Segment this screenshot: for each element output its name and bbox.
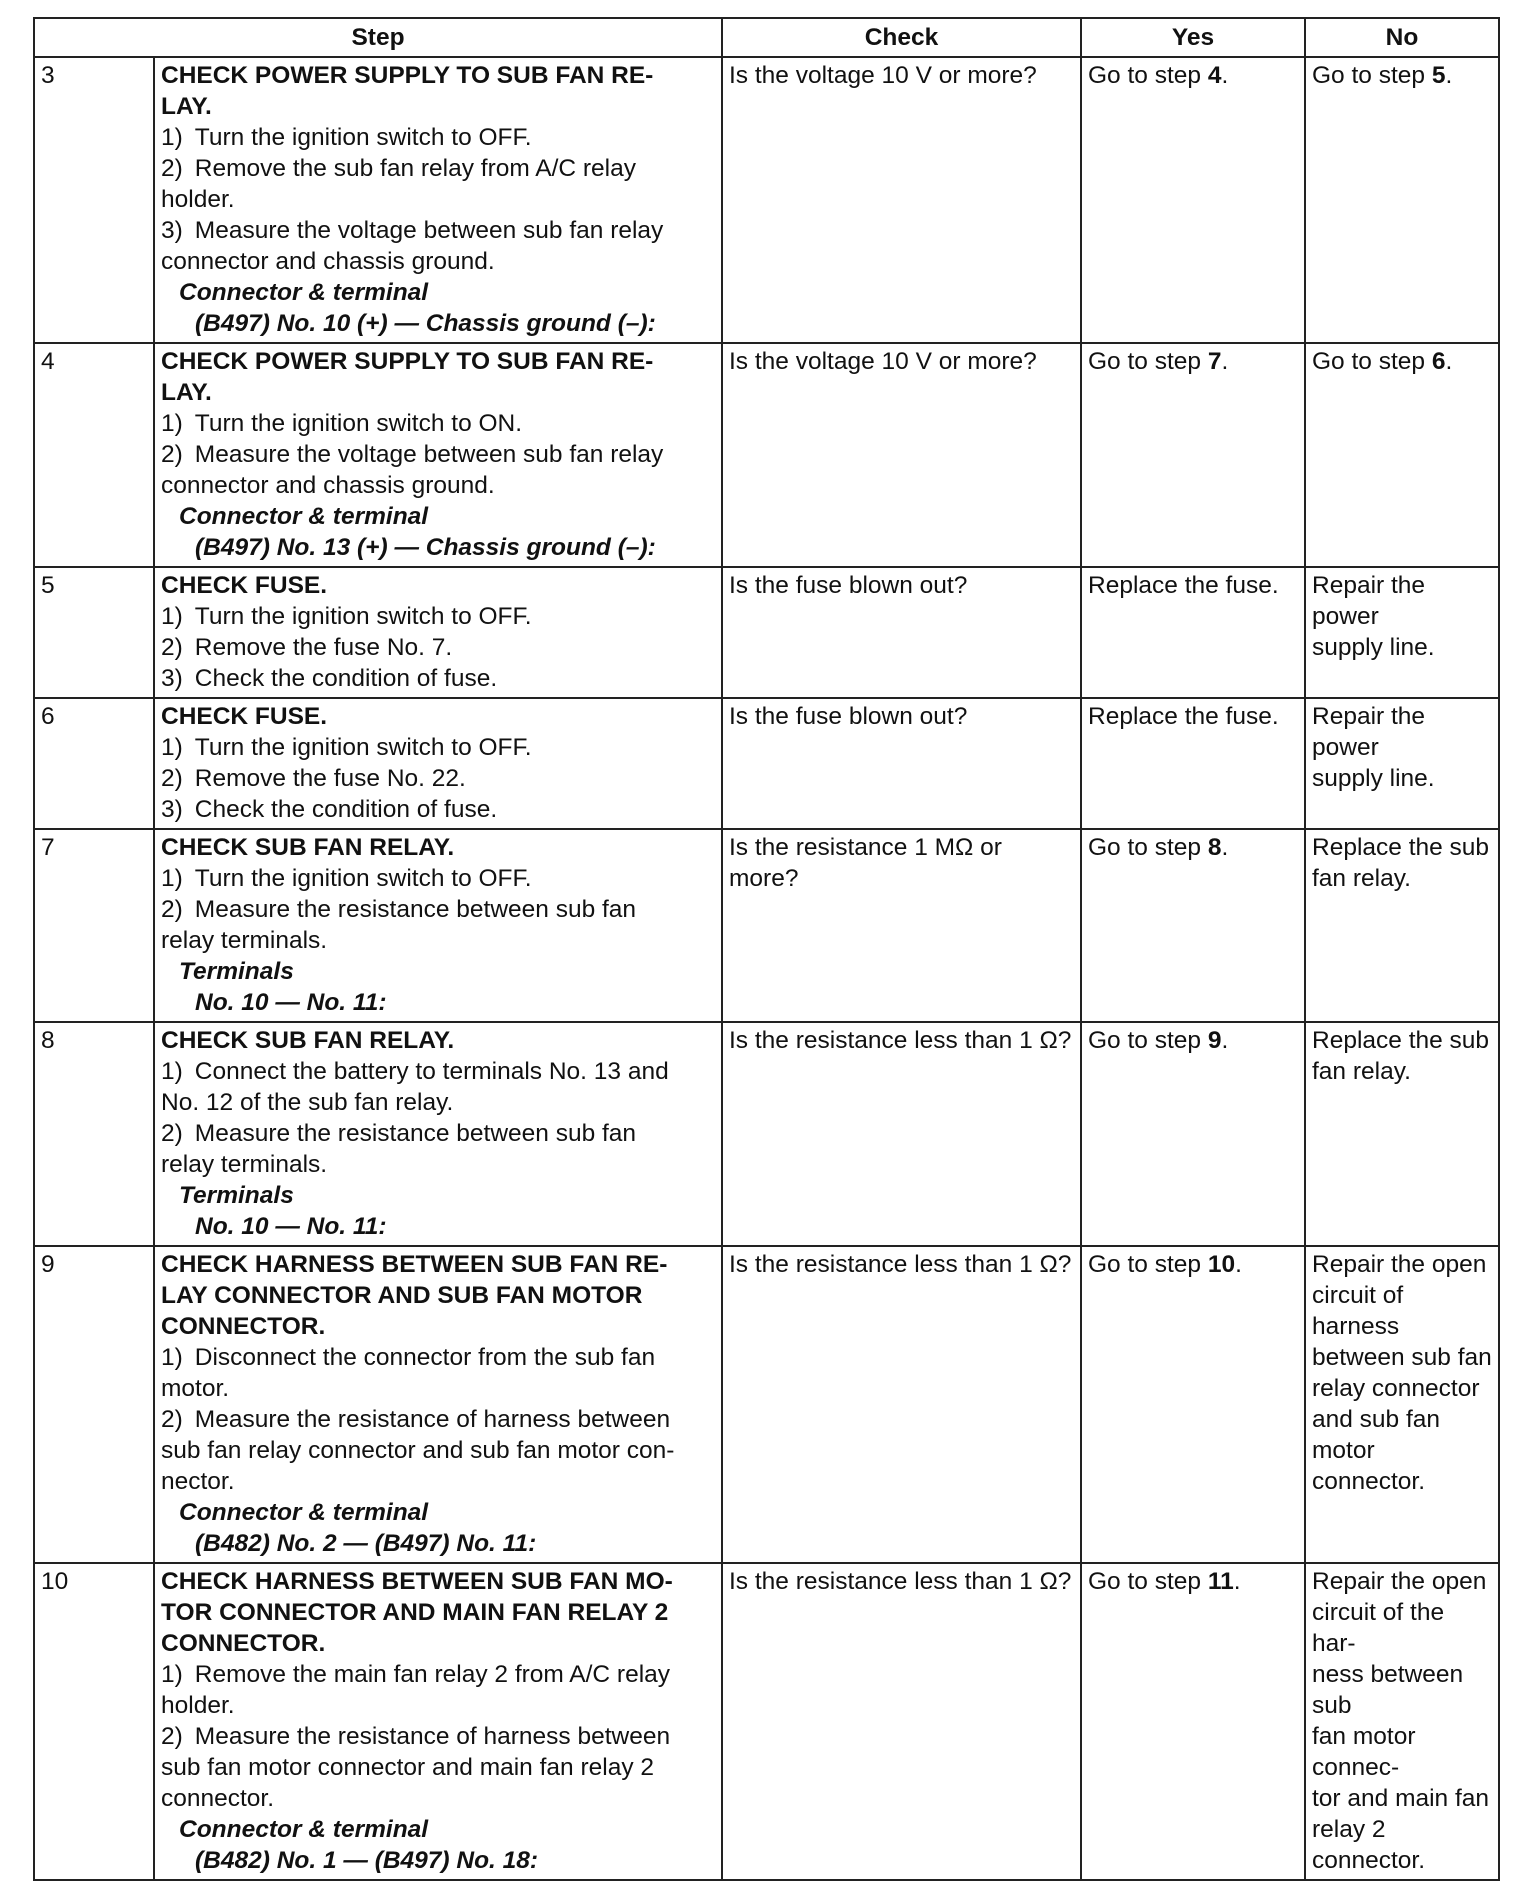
no-text: relay connector — [1312, 1375, 1480, 1402]
yes-cell — [1081, 1246, 1305, 1563]
spec-label: Terminals — [179, 958, 294, 985]
yes-text: Go to step — [1088, 834, 1208, 861]
step-number: 4 — [34, 343, 154, 567]
yes-suffix: . — [1235, 1251, 1242, 1278]
header-check: Check — [722, 18, 1081, 57]
step-title-line: LAY CONNECTOR AND SUB FAN MOTOR — [161, 1282, 643, 1309]
step-title-line: CHECK HARNESS BETWEEN SUB FAN RE- — [161, 1251, 668, 1278]
sub-step-number: 3) — [161, 217, 183, 244]
table-row — [34, 829, 1499, 1022]
sub-step — [161, 794, 717, 825]
table-row — [34, 1022, 1499, 1246]
no-step-ref: 6 — [1431, 348, 1446, 375]
spec-label: Connector & terminal — [179, 279, 429, 306]
no-text: Go to step — [1312, 62, 1432, 89]
check-cell — [722, 1246, 1081, 1563]
sub-step — [161, 863, 717, 894]
yes-cell — [1081, 698, 1305, 829]
sub-step-text: relay terminals. — [161, 927, 328, 954]
sub-step — [161, 732, 717, 763]
yes-step-ref: 10 — [1207, 1251, 1236, 1278]
sub-step-text: Measure the voltage between sub fan relay — [194, 441, 664, 468]
no-text: and sub fan motor — [1312, 1406, 1441, 1464]
sub-step-text: Disconnect the connector from the sub fan — [194, 1344, 656, 1371]
step-title-line: LAY. — [161, 93, 212, 120]
sub-step-text: Remove the sub fan relay from A/C relay — [194, 155, 636, 182]
yes-step-ref: 7 — [1207, 348, 1222, 375]
sub-step-number: 2) — [161, 634, 183, 661]
sub-step — [161, 408, 717, 439]
no-text: connector. — [1312, 1468, 1426, 1495]
step-cell — [154, 829, 722, 1022]
sub-step — [161, 1404, 717, 1497]
no-text: fan motor connec- — [1312, 1723, 1416, 1781]
step-title-line: CHECK SUB FAN RELAY. — [161, 1027, 455, 1054]
step-cell — [154, 1563, 722, 1880]
yes-suffix: . — [1221, 834, 1229, 861]
step-title-line: CHECK POWER SUPPLY TO SUB FAN RE- — [161, 348, 654, 375]
check-text: Is the voltage 10 V or more? — [729, 348, 1037, 375]
check-text: Is the resistance less than 1 Ω? — [729, 1251, 1072, 1278]
sub-step-number: 1) — [161, 410, 183, 437]
no-text: relay 2 connector. — [1312, 1816, 1426, 1874]
sub-step-text: Measure the resistance of harness between — [194, 1406, 671, 1433]
step-title — [161, 346, 717, 408]
sub-step-number: 2) — [161, 1723, 183, 1750]
step-number: 9 — [34, 1246, 154, 1563]
step-title — [161, 1566, 717, 1659]
check-cell — [722, 1563, 1081, 1880]
sub-step-text: Check the condition of fuse. — [194, 796, 498, 823]
no-text: fan relay. — [1312, 865, 1411, 892]
sub-step-text: holder. — [161, 1692, 235, 1719]
step-cell — [154, 698, 722, 829]
no-text: supply line. — [1312, 634, 1435, 661]
header-yes: Yes — [1081, 18, 1305, 57]
yes-text: Replace the fuse. — [1088, 703, 1279, 730]
step-title-line: LAY. — [161, 379, 212, 406]
no-text: supply line. — [1312, 765, 1435, 792]
yes-cell — [1081, 1022, 1305, 1246]
check-cell — [722, 343, 1081, 567]
no-cell — [1305, 829, 1499, 1022]
step-cell — [154, 57, 722, 343]
yes-cell — [1081, 829, 1305, 1022]
yes-cell — [1081, 1563, 1305, 1880]
no-text: Repair the open — [1312, 1251, 1487, 1278]
no-cell — [1305, 1563, 1499, 1880]
yes-suffix: . — [1221, 348, 1229, 375]
yes-text: Go to step — [1088, 1251, 1208, 1278]
step-cell — [154, 343, 722, 567]
yes-suffix: . — [1221, 1027, 1229, 1054]
step-title-line: CONNECTOR. — [161, 1313, 326, 1340]
step-title — [161, 832, 717, 863]
sub-step — [161, 894, 717, 956]
no-text: circuit of the har- — [1312, 1599, 1445, 1657]
sub-step — [161, 153, 717, 215]
yes-text: Go to step — [1088, 1568, 1208, 1595]
sub-step-text: Remove the fuse No. 7. — [194, 634, 453, 661]
no-cell — [1305, 343, 1499, 567]
check-cell — [722, 829, 1081, 1022]
step-title-line: CHECK FUSE. — [161, 572, 328, 599]
sub-step — [161, 215, 717, 277]
step-title-line: CONNECTOR. — [161, 1630, 326, 1657]
step-title — [161, 570, 717, 601]
sub-step-text: Turn the ignition switch to ON. — [194, 410, 523, 437]
no-suffix: . — [1445, 348, 1453, 375]
no-text: circuit of harness — [1312, 1282, 1404, 1340]
no-suffix: . — [1445, 62, 1453, 89]
no-text: Replace the sub — [1312, 834, 1490, 861]
no-cell — [1305, 698, 1499, 829]
yes-step-ref: 8 — [1207, 834, 1222, 861]
no-cell — [1305, 1246, 1499, 1563]
yes-cell — [1081, 57, 1305, 343]
spec-label: Terminals — [179, 1182, 294, 1209]
no-text: Replace the sub — [1312, 1027, 1490, 1054]
sub-step-number: 1) — [161, 865, 183, 892]
sub-step-number: 3) — [161, 665, 183, 692]
sub-step — [161, 601, 717, 632]
sub-step-number: 1) — [161, 1058, 183, 1085]
no-text: Repair the power — [1312, 572, 1426, 630]
sub-step-number: 2) — [161, 1406, 183, 1433]
sub-step-text: Measure the resistance between sub fan — [194, 1120, 637, 1147]
check-cell — [722, 567, 1081, 698]
step-title — [161, 701, 717, 732]
spec-value: (B497) No. 13 (+) — Chassis ground (–): — [195, 534, 656, 561]
sub-step-text: Connect the battery to terminals No. 13 and — [194, 1058, 669, 1085]
step-number: 10 — [34, 1563, 154, 1880]
sub-step — [161, 1721, 717, 1814]
sub-step-number: 1) — [161, 1344, 183, 1371]
table-row — [34, 1246, 1499, 1563]
step-number: 7 — [34, 829, 154, 1022]
check-text: Is the resistance 1 MΩ or — [729, 834, 1002, 861]
step-number: 3 — [34, 57, 154, 343]
step-title-line: CHECK FUSE. — [161, 703, 328, 730]
no-text: Repair the open — [1312, 1568, 1487, 1595]
sub-step — [161, 1659, 717, 1721]
yes-text: Replace the fuse. — [1088, 572, 1279, 599]
check-text: Is the fuse blown out? — [729, 703, 968, 730]
sub-step — [161, 632, 717, 663]
yes-step-ref: 4 — [1207, 62, 1222, 89]
step-cell — [154, 1246, 722, 1563]
sub-step-text: connector. — [161, 1785, 275, 1812]
step-title-line: CHECK POWER SUPPLY TO SUB FAN RE- — [161, 62, 654, 89]
yes-suffix: . — [1221, 62, 1229, 89]
no-text: Repair the power — [1312, 703, 1426, 761]
check-cell — [722, 1022, 1081, 1246]
sub-step-number: 1) — [161, 124, 183, 151]
sub-step — [161, 763, 717, 794]
yes-text: Go to step — [1088, 1027, 1208, 1054]
step-cell — [154, 1022, 722, 1246]
sub-step-text: connector and chassis ground. — [161, 472, 495, 499]
spec-value: (B482) No. 1 — (B497) No. 18: — [195, 1847, 539, 1874]
sub-step-number: 1) — [161, 1661, 183, 1688]
step-title-line: CHECK HARNESS BETWEEN SUB FAN MO- — [161, 1568, 673, 1595]
spec-label: Connector & terminal — [179, 503, 429, 530]
spec-value: (B482) No. 2 — (B497) No. 11: — [195, 1530, 537, 1557]
sub-step — [161, 663, 717, 694]
sub-step-text: sub fan motor connector and main fan relay 2 — [161, 1754, 655, 1781]
sub-step-text: sub fan relay connector and sub fan motor con- — [161, 1437, 675, 1464]
yes-cell — [1081, 567, 1305, 698]
no-text: fan relay. — [1312, 1058, 1411, 1085]
sub-step-text: Remove the main fan relay 2 from A/C relay — [194, 1661, 671, 1688]
sub-step-number: 3) — [161, 796, 183, 823]
spec-value: No. 10 — No. 11: — [195, 1213, 387, 1240]
step-title-line: CHECK SUB FAN RELAY. — [161, 834, 455, 861]
sub-step-text: Measure the voltage between sub fan relay — [194, 217, 664, 244]
check-text: more? — [729, 865, 799, 892]
yes-text: Go to step — [1088, 348, 1208, 375]
step-cell — [154, 567, 722, 698]
step-title-line: TOR CONNECTOR AND MAIN FAN RELAY 2 — [161, 1599, 669, 1626]
check-text: Is the fuse blown out? — [729, 572, 968, 599]
diagnostic-table — [33, 17, 1500, 1881]
yes-step-ref: 9 — [1207, 1027, 1222, 1054]
check-cell — [722, 698, 1081, 829]
sub-step — [161, 1118, 717, 1180]
spec-label: Connector & terminal — [179, 1816, 429, 1843]
spec-label: Connector & terminal — [179, 1499, 429, 1526]
table-row — [34, 57, 1499, 343]
no-text: between sub fan — [1312, 1344, 1492, 1371]
sub-step-number: 2) — [161, 155, 183, 182]
sub-step-text: Measure the resistance of harness between — [194, 1723, 671, 1750]
sub-step — [161, 1056, 717, 1118]
no-text: tor and main fan — [1312, 1785, 1490, 1812]
sub-step-number: 2) — [161, 896, 183, 923]
sub-step-number: 2) — [161, 1120, 183, 1147]
step-title — [161, 1249, 717, 1342]
header-no: No — [1305, 18, 1499, 57]
table-row — [34, 567, 1499, 698]
sub-step-text: Remove the fuse No. 22. — [194, 765, 466, 792]
no-text: ness between sub — [1312, 1661, 1464, 1719]
no-cell — [1305, 57, 1499, 343]
table-row — [34, 698, 1499, 829]
check-cell — [722, 57, 1081, 343]
sub-step-text: holder. — [161, 186, 235, 213]
spec-value: (B497) No. 10 (+) — Chassis ground (–): — [195, 310, 656, 337]
sub-step-text: Turn the ignition switch to OFF. — [194, 603, 532, 630]
step-title — [161, 60, 717, 122]
no-cell — [1305, 567, 1499, 698]
step-number: 6 — [34, 698, 154, 829]
yes-cell — [1081, 343, 1305, 567]
step-title — [161, 1025, 717, 1056]
check-text: Is the voltage 10 V or more? — [729, 62, 1037, 89]
sub-step-text: Turn the ignition switch to OFF. — [194, 734, 532, 761]
sub-step-number: 1) — [161, 603, 183, 630]
sub-step-text: nector. — [161, 1468, 235, 1495]
sub-step-number: 1) — [161, 734, 183, 761]
sub-step — [161, 439, 717, 501]
no-text: Go to step — [1312, 348, 1432, 375]
sub-step-number: 2) — [161, 765, 183, 792]
check-text: Is the resistance less than 1 Ω? — [729, 1568, 1072, 1595]
sub-step — [161, 1342, 717, 1404]
sub-step-text: relay terminals. — [161, 1151, 328, 1178]
spec-value: No. 10 — No. 11: — [195, 989, 387, 1016]
table-row — [34, 1563, 1499, 1880]
check-text: Is the resistance less than 1 Ω? — [729, 1027, 1072, 1054]
no-step-ref: 5 — [1431, 62, 1446, 89]
sub-step-text: Check the condition of fuse. — [194, 665, 498, 692]
step-number: 8 — [34, 1022, 154, 1246]
sub-step-text: connector and chassis ground. — [161, 248, 495, 275]
sub-step-text: motor. — [161, 1375, 230, 1402]
no-cell — [1305, 1022, 1499, 1246]
yes-suffix: . — [1233, 1568, 1241, 1595]
yes-step-ref: 11 — [1207, 1568, 1234, 1595]
sub-step-text: Turn the ignition switch to OFF. — [194, 124, 532, 151]
sub-step — [161, 122, 717, 153]
step-number: 5 — [34, 567, 154, 698]
sub-step-text: Measure the resistance between sub fan — [194, 896, 637, 923]
sub-step-number: 2) — [161, 441, 183, 468]
sub-step-text: Turn the ignition switch to OFF. — [194, 865, 532, 892]
header-row — [34, 18, 1499, 57]
sub-step-text: No. 12 of the sub fan relay. — [161, 1089, 454, 1116]
table-row — [34, 343, 1499, 567]
header-step: Step — [34, 18, 722, 57]
yes-text: Go to step — [1088, 62, 1208, 89]
